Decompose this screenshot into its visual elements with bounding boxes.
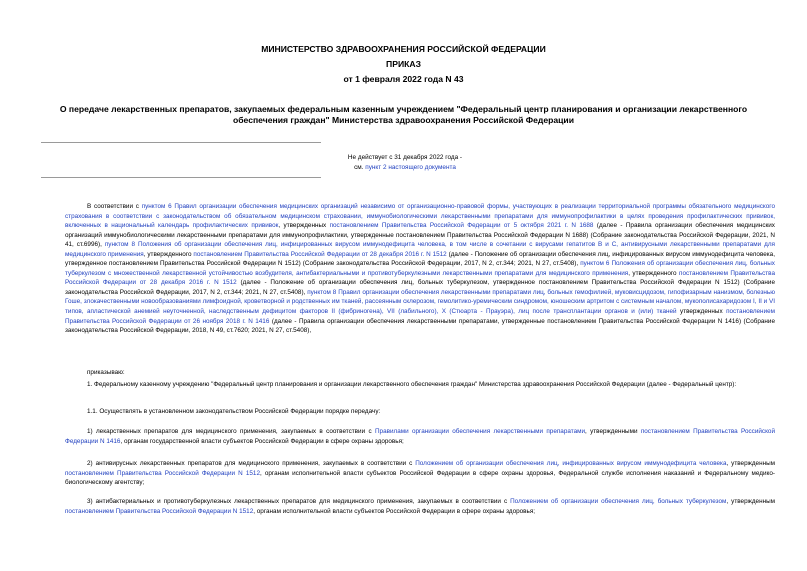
document-title: О передаче лекарственных препаратов, закупаемых федеральным казенным учреждением "Федеральный центр планирования и организации лекарственного обеспечения граждан" Министерства здравоохранения Российской Федерации bbox=[59, 104, 748, 125]
subitem-2-text-1: 2) антивирусных лекарственных препаратов для медицинского применения, закупаемых в соответствии с bbox=[87, 460, 416, 467]
separator-top bbox=[41, 142, 321, 143]
preamble-link-3[interactable]: пунктом 8 Положения об организации обеспечения лиц, инфицированных вирусом иммунодефицита человека, в том числе в сочетании с вирусами гепатитов B и C, антивирусными лекарственными препаратами для медицинского применения bbox=[65, 241, 775, 258]
subitem-2-link-2[interactable]: постановлением Правительства Российской Федерации N 1512 bbox=[65, 469, 260, 477]
preamble-text-9: (далее - Правила организации обеспечения лекарственными препаратами, утвержденные постановлением Правительства Российской Федерации N 1416) (Собрание законодательства Российской Федерации, 2018, N 49, ст.7620; 2021, N 27, ст.5408), bbox=[65, 317, 776, 335]
preamble-link-1[interactable]: пунктом 6 Правил организации обеспечения медицинских организаций независимо от организационно-правовой формы, участвующих в реализации территориальной программы обязательного медицинского страхования в соответствии с законодательством об обязательном медицинском страховании, иммунобиологическими лекарственными препаратами для иммунопрофилактики в целях проведения профилактических прививок, включенных в национальный календарь профилактических прививок bbox=[65, 203, 775, 230]
item-1-text: 1. Федеральному казенному учреждению "Федеральный центр планирования и организации лекарственного обеспечения граждан" Министерства здравоохранения Российской Федерации (далее - Федеральный центр): bbox=[87, 381, 737, 388]
prikazyvayu-text: приказываю: bbox=[87, 369, 125, 376]
preamble-text-3: (далее - Правила организации обеспечения медицинских организаций иммунобиологическими лекарственными препаратами для иммунопрофилактики, утвержденные постановлением Правительства Российской Федерации N 1688) (Собрание законодательства Российской Федерации, 2021, N 41, ст.6996), bbox=[65, 222, 775, 249]
subitem-1-text-1: 1) лекарственных препаратов для медицинского применения, закупаемых в соответствии с bbox=[87, 428, 375, 435]
subitem-3-link-1[interactable]: Положением об организации обеспечения лиц, больных туберкулезом bbox=[510, 498, 727, 505]
status-line-2 bbox=[300, 163, 510, 173]
status-see: см. bbox=[354, 164, 366, 171]
subitem-2-text-2: , утвержденным bbox=[726, 460, 776, 467]
separator-bottom bbox=[41, 177, 321, 178]
preamble-text-1: В соответствии с bbox=[87, 203, 142, 210]
subitem-1-link-2[interactable]: постановлением Правительства Российской Федерации N 1416 bbox=[65, 428, 776, 445]
preamble-text-5: (далее - Положение об организации обеспечения лиц, инфицированных вирусом иммунодефицита человека, утвержденное постановлением Правительства Российской Федерации N 1512) (Собрание законодательства Российской Федерации, 2017, N 2, ст.344; 2021, N 27, ст.5408), bbox=[65, 250, 775, 268]
subitem-1-link-1[interactable]: Правилами организации обеспечения лекарственными препаратами bbox=[374, 428, 586, 435]
preamble-paragraph bbox=[65, 202, 775, 336]
subitem-2-text-3: , органам исполнительной власти субъектов Российской Федерации в сфере охраны здоровья, Федеральной службе исполнения наказаний и Федеральному медико-биологическому агентству; bbox=[65, 469, 775, 487]
subitem-2-link-1[interactable]: Положением об организации обеспечения лиц, инфицированных вирусом иммунодефицита человека bbox=[415, 460, 727, 467]
preamble-text-4: , утвержденного bbox=[143, 250, 194, 258]
preamble-link-7[interactable]: пунктом 8 Правил организации обеспечения лекарственными препаратами лиц, больных гемофилией, муковисцидозом, гипофизарным нанизмом, болезнью Гоше, злокачественными новообразованиями лимфоидной, кроветворной и родственных им тканей, рассеянным склерозом, гемолитико-уремическим синдромом, юношеским артритом с системным началом, мукополисахаридозом I, II и VI типов, апластической анемией неуточненной, наследственным дефицитом факторов II (фибриногена), VII (лабильного), X (Стюарта - Прауэра), лиц после трансплантации органов и (или) тканей bbox=[65, 288, 775, 316]
subitem-3-link-2[interactable]: постановлением Правительства Российской Федерации N 1512 bbox=[65, 507, 254, 515]
subitem-3-text-3: , органам исполнительной власти субъектов Российской Федерации в сфере охраны здоровья; bbox=[253, 507, 536, 515]
subitem-2 bbox=[65, 459, 775, 488]
document-date-number: от 1 февраля 2022 года N 43 bbox=[343, 74, 464, 84]
document-type: ПРИКАЗ bbox=[386, 59, 421, 69]
subitem-3-text-2: , утвержденным bbox=[726, 498, 775, 505]
preamble-text-6: , утвержденного bbox=[628, 269, 680, 277]
subitem-1-text-2: , утвержденными bbox=[585, 428, 641, 435]
status-line-1: Не действует с 31 декабря 2022 года - bbox=[347, 154, 463, 161]
subitem-3-text-1: 3) антибактериальных и противотуберкулезных лекарственных препаратов для медицинского применения, закупаемых в соответствии с bbox=[87, 498, 511, 505]
preamble-link-6[interactable]: постановлением Правительства Российской Федерации от 28 декабря 2016 г. N 1512 bbox=[65, 269, 775, 287]
status-link[interactable]: пункт 2 настоящего документа bbox=[365, 164, 456, 171]
subitem-3 bbox=[65, 497, 775, 516]
preamble-text-2: , утвержденных bbox=[278, 222, 330, 230]
item-1-1-text: 1.1. Осуществлять в установленном законодательством Российской Федерации порядке передачу: bbox=[87, 408, 381, 415]
ministry-heading: МИНИСТЕРСТВО ЗДРАВООХРАНЕНИЯ РОССИЙСКОЙ ФЕДЕРАЦИИ bbox=[261, 44, 546, 54]
preamble-text-8: утвержденных bbox=[676, 308, 727, 316]
preamble-link-2[interactable]: постановлением Правительства Российской Федерации от 5 октября 2021 г. N 1688 bbox=[329, 222, 594, 230]
subitem-1-text-3: , органам государственной власти субъектов Российской Федерации в сфере охраны здоровья; bbox=[120, 437, 404, 445]
subitem-1 bbox=[65, 427, 775, 446]
preamble-link-8[interactable]: постановлением Правительства Российской Федерации от 26 ноября 2018 г. N 1416 bbox=[65, 308, 775, 325]
preamble-link-4[interactable]: постановлением Правительства Российской Федерации от 28 декабря 2016 г. N 1512 bbox=[193, 250, 447, 258]
preamble-text-7: (далее - Положение об организации обеспечения лиц, больных туберкулезом, утвержденное постановлением Правительства Российской Федерации N 1512) (Собрание законодательства Российской Федерации, 2017, N 2, ст.344; 2021, N 27, ст.5408), bbox=[65, 279, 776, 296]
preamble-link-5[interactable]: пунктом 6 Положения об организации обеспечения лиц, больных туберкулезом с множественной лекарственной устойчивостью возбудителя, антибактериальными и противотуберкулезными лекарственными препаратами для медицинского применения bbox=[65, 260, 775, 277]
